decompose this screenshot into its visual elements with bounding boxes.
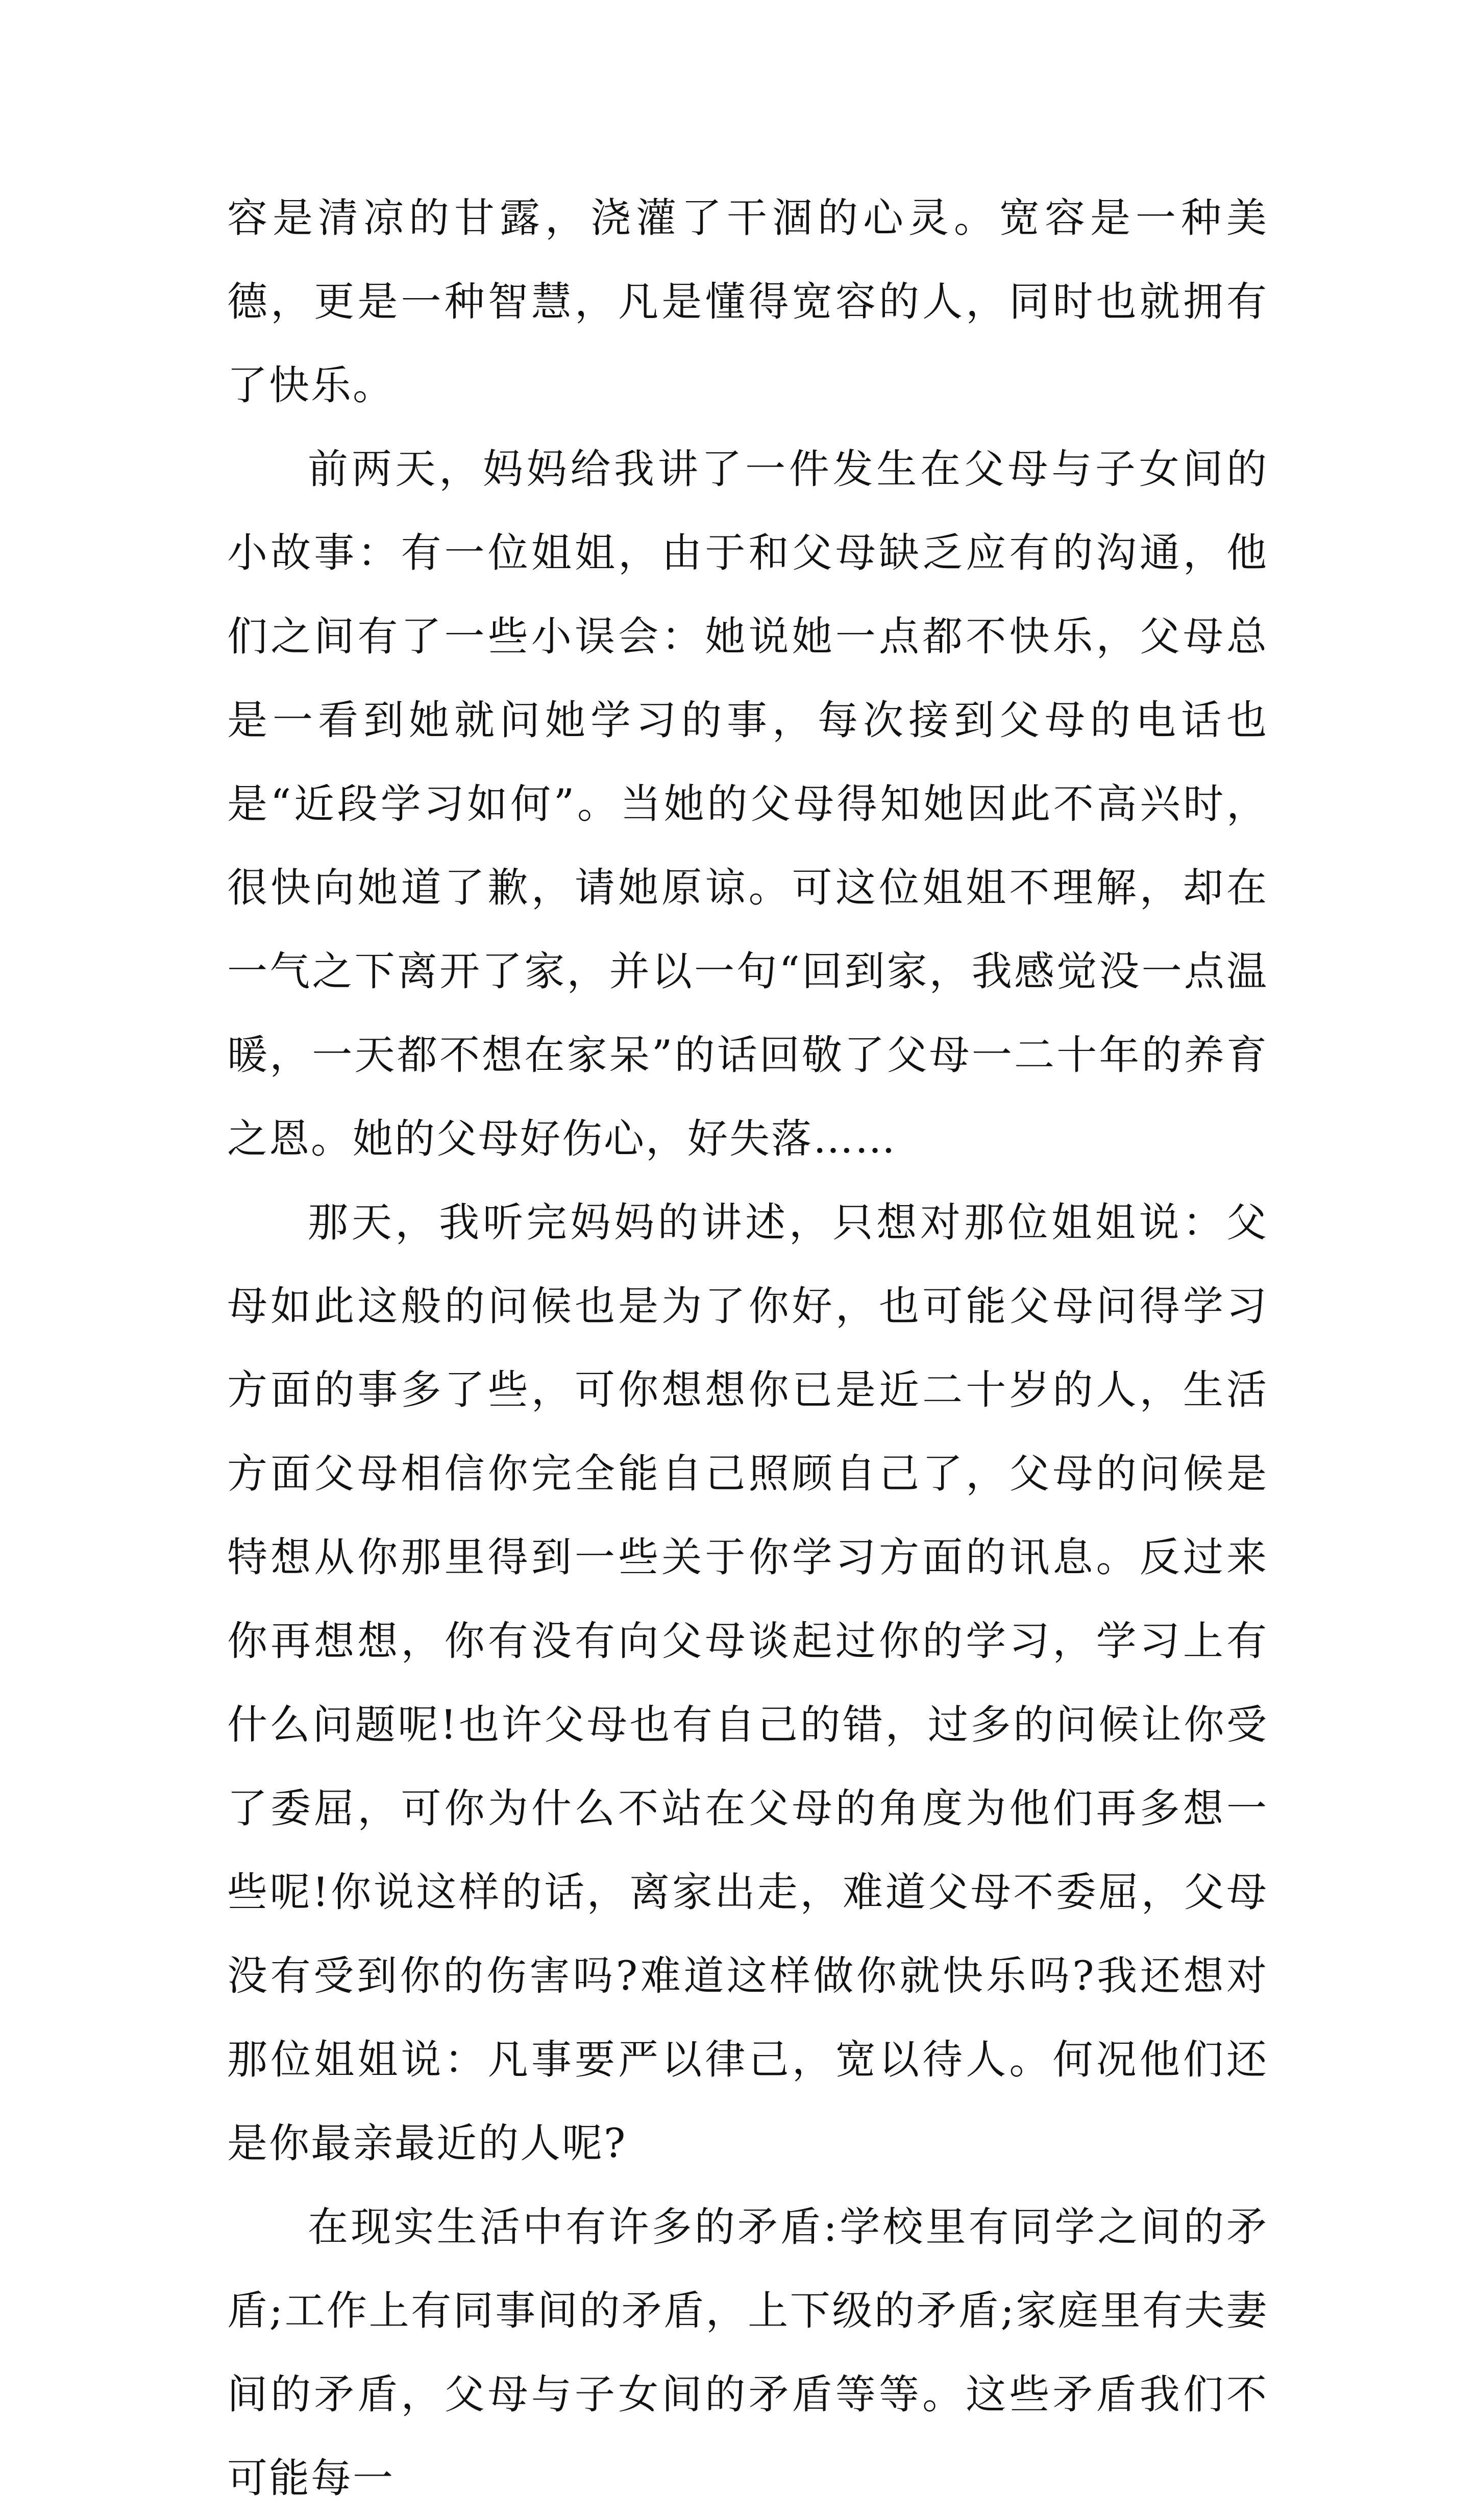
paragraph-2: 前两天，妈妈给我讲了一件发生在父母与子女间的小故事：有一位姐姐，由于和父母缺乏应有的沟通，他们之间有了一些小误会：她说她一点都不快乐，父母总是一看到她就问她学习的事，每次接到父母的电话也是“近段学习如何”。当她的父母得知她因此不高兴时，很快向她道了歉，请她原谅。可这位姐姐不理解，却在一气之下离开了家，并以一句“回到家，我感觉没一点温暖，一天都不想在家呆”的话回敬了父母一二十年的养育之恩。她的父母好伤心，好失落…… [227,446,1268,1162]
paragraph-3: 那天，我听完妈妈的讲述，只想对那位姐姐说：父母如此这般的问候也是为了你好，也可能父母问得学习方面的事多了些，可你想想你已是近二十岁的人，生活方面父母相信你完全能自己照顾自己了，父母的问候是特想从你那里得到一些关于你学习方面的讯息。反过来你再想想，你有没有向父母谈起过你的学习，学习上有什么问题呢!也许父母也有自己的错，过多的问候让你受了委屈，可你为什么不站在父母的角度为他们再多想一些呢!你说这样的话，离家出走，难道父母不委屈，父母没有受到你的伤害吗?难道这样做你就快乐吗?我还想对那位姐姐说：凡事要严以律己，宽以待人。何况他们还是你最亲最近的人呢? [227,1199,1268,2167]
paragraph-1: 容是清凉的甘露，浇灌了干涸的心灵。宽容是一种美德，更是一种智慧，凡是懂得宽容的人，同时也就拥有了快乐。 [227,194,1268,409]
body-text [227,176,1268,2520]
paragraph-4: 在现实生活中有许多的矛盾:学校里有同学之间的矛盾;工作上有同事间的矛盾，上下级的矛盾;家庭里有夫妻间的矛盾，父母与子女间的矛盾等等。这些矛盾我们不可能每一 [227,2204,1268,2502]
